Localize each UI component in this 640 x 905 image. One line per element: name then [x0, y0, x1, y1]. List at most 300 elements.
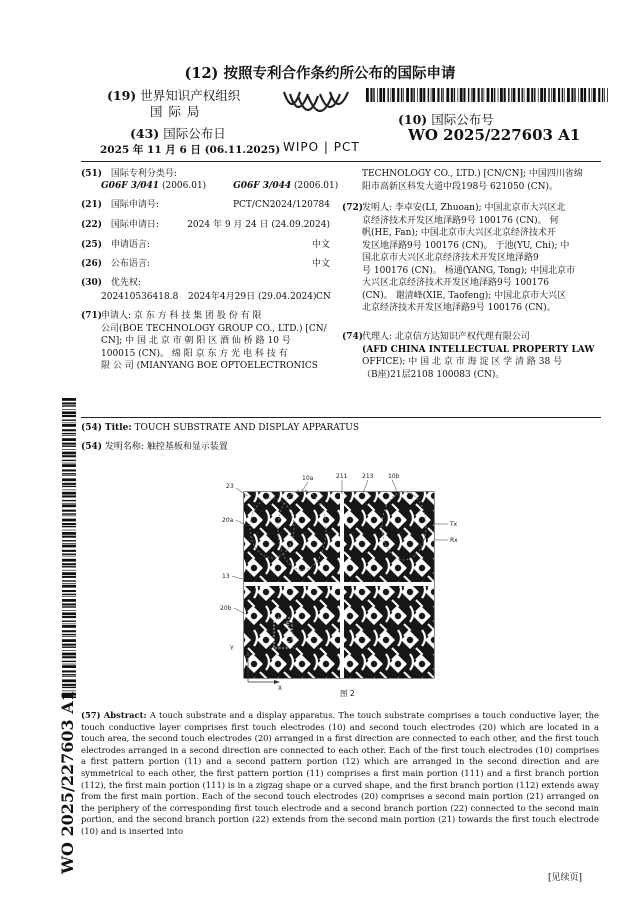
label-211: 211: [336, 473, 348, 480]
barcode-bar: [62, 503, 76, 504]
pattern-dot: [359, 541, 365, 547]
pattern-branch: [230, 678, 233, 694]
pub-date-label: 国际公布日: [163, 126, 226, 141]
class-2-year: (2006.01): [294, 181, 339, 191]
inventor-line-1: 发明人: 李卓安(LI, Zhuoan); 中国北京市大兴区北: [362, 203, 566, 213]
pattern-dot: [275, 661, 281, 667]
pattern-dot: [359, 637, 365, 643]
barcode-bar: [62, 580, 76, 581]
pattern-dot: [395, 613, 401, 619]
pattern-zigzag: [440, 552, 446, 564]
pattern-dot: [287, 685, 293, 691]
label-23: 23: [226, 483, 234, 490]
pattern-dot: [251, 613, 257, 619]
pattern-dot: [347, 517, 353, 523]
barcode-bar: [392, 88, 395, 102]
field-30: [81, 277, 141, 290]
barcode-bar: [534, 88, 535, 102]
pattern-zigzag: [368, 696, 374, 698]
inventor-line-4: 发区地泽路9号 100176 (CN)。 于池(YU, Chi); 中: [362, 240, 570, 251]
pattern-diamond: [377, 679, 395, 697]
pattern-dot: [263, 589, 269, 595]
field-25: [81, 239, 150, 252]
pattern-zigzag: [440, 648, 446, 660]
pattern-dot: [299, 613, 305, 619]
barcode-bar: [62, 519, 76, 522]
label-y: Y: [230, 645, 234, 652]
barcode-bar: [540, 88, 543, 102]
barcode-bar: [370, 88, 372, 102]
inventor-line-3: 帆(HE, Fan); 中国北京市大兴区北京经济技术开: [362, 228, 556, 238]
barcode-bar: [574, 88, 575, 102]
barcode-bar: [62, 523, 76, 525]
pattern-branch: [302, 678, 305, 694]
barcode-bar: [62, 443, 76, 445]
pattern-dot: [431, 541, 437, 547]
barcode-bar: [62, 446, 76, 447]
barcode-bar: [62, 596, 76, 597]
class-1: G06F 3/041: [101, 181, 160, 191]
barcode-bar: [62, 500, 76, 501]
barcode-bar: [366, 88, 369, 102]
pattern-zigzag: [440, 600, 446, 612]
pattern-dot: [347, 613, 353, 619]
pattern-dot: [323, 613, 329, 619]
field-51: [81, 168, 341, 181]
barcode-bar: [62, 415, 76, 417]
applicant-line-7: 阳市高新区科发大道中段198号 621050 (CN)。: [362, 181, 559, 192]
pattern-dot: [395, 517, 401, 523]
barcode-bar: [428, 88, 429, 102]
label-213: 213: [362, 473, 374, 480]
pattern-dot: [371, 517, 377, 523]
pattern-dot: [419, 517, 425, 523]
barcode-bar: [62, 438, 76, 441]
barcode-bar: [62, 402, 76, 404]
barcode-bar: [592, 88, 593, 102]
barcode-bar: [417, 88, 418, 102]
barcode-bar: [478, 88, 480, 102]
field-51-classes: [101, 180, 338, 193]
barcode-bar: [62, 679, 76, 682]
field-25-value: 中文: [311, 240, 330, 250]
abstract: [81, 710, 599, 838]
barcode-bar: [471, 88, 472, 102]
pattern-dot: [419, 661, 425, 667]
barcode-bar: [548, 88, 549, 102]
barcode-bar: [403, 88, 404, 102]
barcode-bar: [62, 411, 76, 414]
barcode-bar: [391, 88, 392, 102]
pattern-dot: [311, 589, 317, 595]
pattern-branch: [230, 534, 233, 550]
barcode-bar: [401, 88, 402, 102]
continued-note: [见续页]: [548, 873, 583, 883]
barcode-bar: [62, 435, 76, 436]
pattern-zigzag: [440, 696, 446, 698]
label-10b: 10b: [388, 473, 400, 480]
barcode-bar: [62, 630, 76, 632]
pattern-dot: [239, 685, 245, 691]
barcode-bar: [62, 664, 76, 665]
field-26: [81, 258, 150, 271]
figure-caption: 图 2: [340, 689, 355, 698]
barcode-bar: [524, 88, 525, 102]
barcode-bar: [463, 88, 465, 102]
pattern-dot: [251, 661, 257, 667]
field-71-applicants: [101, 310, 333, 373]
barcode-bar: [62, 513, 76, 514]
barcode-bar: [62, 687, 76, 688]
barcode-bar: [62, 599, 76, 602]
barcode-bar: [500, 88, 503, 102]
applicant-line-4: 100015 (CN)。 绵 阳 京 东 方 光 电 科 技 有: [101, 348, 288, 359]
barcode-bar: [411, 88, 413, 102]
barcode-bar: [62, 452, 76, 455]
pattern-dot: [347, 565, 353, 571]
barcode-bar: [62, 475, 76, 476]
barcode-bar: [62, 612, 76, 615]
field-21: [81, 199, 159, 212]
barcode-bar: [62, 460, 76, 461]
title-rule: [81, 417, 601, 418]
barcode-bar: [62, 676, 76, 677]
class-2: G06F 3/044: [233, 181, 292, 191]
barcode-bar: [62, 486, 76, 487]
pattern-branch: [254, 678, 257, 694]
barcode-bar: [62, 424, 76, 427]
pattern-dot: [395, 565, 401, 571]
title-en: [81, 422, 359, 435]
label-e-top: E: [286, 621, 290, 628]
barcode-bar: [62, 670, 76, 672]
pattern-diamond: [437, 655, 455, 673]
barcode-bar: [62, 656, 76, 658]
pattern-dot: [251, 517, 257, 523]
pattern-zigzag: [452, 672, 458, 684]
inventor-line-7: 大兴区北京经济技术开发区地泽路9号 100176: [362, 278, 549, 288]
pattern-dot: [371, 661, 377, 667]
wipo-logo-icon: [278, 88, 358, 140]
barcode-bar: [62, 478, 76, 481]
barcode-bar: [423, 88, 425, 102]
barcode-bar: [62, 550, 76, 552]
barcode-bar: [578, 88, 579, 102]
field-22-code: (22): [81, 220, 103, 230]
barcode-bar: [62, 455, 76, 457]
pattern-zigzag: [392, 696, 398, 698]
barcode-bar: [62, 464, 76, 467]
barcode-bar: [584, 88, 586, 102]
pattern-dot: [407, 637, 413, 643]
field-30-label: 优先权:: [110, 278, 141, 288]
org-name: 世界知识产权组织: [140, 88, 241, 103]
pattern-branch: [230, 582, 233, 598]
barcode-bar: [551, 88, 552, 102]
agent-line-3: OFFICE); 中 国 北 京 市 海 淀 区 学 清 路 38 号: [362, 357, 563, 367]
applicant-line-1: 申请人: 京 东 方 科 技 集 团 股 份 有 限: [101, 311, 262, 321]
pattern-zigzag: [296, 696, 302, 698]
barcode-bar: [62, 585, 76, 588]
pattern-dot: [275, 565, 281, 571]
pattern-dot: [431, 685, 437, 691]
pattern-dot: [383, 493, 389, 499]
barcode-bar: [62, 634, 76, 635]
pattern-dot: [311, 637, 317, 643]
barcode-bar: [62, 665, 76, 668]
pattern-dot: [371, 565, 377, 571]
inventor-line-9: 北京经济技术开发区地泽路9号 100176 (CN)。: [362, 303, 556, 313]
inventor-line-8: (CN)。 谢清峰(XIE, Taofeng); 中国北京市大兴区: [362, 290, 567, 301]
barcode-bar: [522, 88, 523, 102]
applicant-line-2: 公司(BOE TECHNOLOGY GROUP CO., LTD.) [CN/: [101, 323, 327, 334]
pattern-dot: [419, 565, 425, 571]
barcode-bar: [373, 88, 374, 102]
barcode-bar: [508, 88, 509, 102]
label-e-bottom: E: [286, 641, 290, 648]
barcode-bar: [62, 504, 76, 507]
barcode-bar: [598, 88, 600, 102]
pattern-dot: [299, 517, 305, 523]
barcode-bar: [62, 540, 76, 541]
field-74-code: (74): [342, 332, 364, 342]
field-72-inventors: [362, 202, 602, 315]
org-code: (19): [107, 88, 137, 103]
barcode-bar: [589, 88, 590, 102]
pattern-dot: [359, 589, 365, 595]
agent-line-1: 代理人: 北京信方达知识产权代理有限公司: [362, 332, 530, 342]
field-22-label: 国际申请日:: [110, 220, 159, 230]
abstract-code: (57): [81, 710, 101, 720]
barcode-bar: [491, 88, 493, 102]
pattern-dot: [299, 661, 305, 667]
inventor-line-5: 国北京市大兴区北京经济技术开发区地泽路9: [362, 253, 539, 263]
barcode-bar: [62, 594, 76, 595]
barcode-bar: [571, 88, 573, 102]
pattern-dot: [383, 589, 389, 595]
barcode-bar: [62, 625, 76, 628]
barcode-bar: [62, 636, 76, 637]
title-zh-label: 发明名称:: [104, 442, 144, 452]
barcode-bar: [383, 88, 385, 102]
field-26-value: 中文: [311, 259, 330, 269]
barcode-bar: [62, 590, 76, 592]
barcode-bar: [62, 576, 76, 578]
barcode-bar: [458, 88, 459, 102]
barcode-bar: [472, 88, 475, 102]
pattern-zigzag: [452, 624, 458, 636]
barcode-bar: [437, 88, 439, 102]
barcode-bar: [460, 88, 463, 102]
label-10a: 10a: [302, 475, 314, 482]
pattern-zigzag: [452, 576, 458, 588]
pub-number: WO 2025/227603 A1: [408, 126, 581, 144]
barcode-bar: [62, 563, 76, 565]
barcode-bar: [604, 88, 605, 102]
field-22-value: 2024 年 9 月 24 日 (24.09.2024): [187, 220, 330, 230]
pub-date: 2025 年 11 月 6 日 (06.11.2025): [100, 144, 281, 156]
pattern-dot: [407, 493, 413, 499]
class-1-year: (2006.01): [161, 181, 207, 191]
field-21-label: 国际申请号:: [110, 200, 159, 210]
barcode-bar: [62, 556, 76, 557]
pattern-dot: [311, 685, 317, 691]
barcode-bar: [62, 398, 76, 401]
barcode-bar: [487, 88, 490, 102]
pattern-dot: [239, 589, 245, 595]
barcode-bar: [544, 88, 546, 102]
field-30-code: (30): [81, 278, 103, 288]
barcode-bar: [62, 616, 76, 618]
barcode-bar: [481, 88, 482, 102]
barcode-bar: [62, 661, 76, 662]
barcode-bar: [420, 88, 423, 102]
barcode-bar: [388, 88, 389, 102]
pattern-dot: [443, 613, 449, 619]
barcode-bar: [62, 526, 76, 527]
barcode-bar: [62, 559, 76, 562]
barcode-bar: [62, 606, 76, 607]
pattern-dot: [419, 613, 425, 619]
field-25-code: (25): [81, 240, 103, 250]
side-barcode-icon: [62, 398, 76, 698]
barcode-bar: [518, 88, 520, 102]
field-21-value: PCT/CN2024/120784: [232, 200, 330, 210]
pattern-dot: [299, 565, 305, 571]
barcode-bar: [446, 88, 449, 102]
barcode-bar: [498, 88, 499, 102]
barcode-bar: [62, 684, 76, 686]
label-20b: 20b: [220, 605, 232, 612]
field-72-code: (72): [342, 203, 364, 213]
barcode-bar: [414, 88, 415, 102]
field-51-code: (51): [81, 169, 103, 179]
pattern-branch: [326, 678, 329, 694]
barcode-bar: [406, 88, 409, 102]
barcode-bar: [62, 566, 76, 567]
priority-number: 202410536418.8: [101, 292, 179, 302]
pub-no-label: 国际公布号: [431, 112, 494, 127]
barcode-bar: [443, 88, 444, 102]
title-zh: [81, 441, 228, 454]
pattern-branch: [422, 678, 425, 694]
barcode-bar: [454, 88, 455, 102]
pub-date-line: [130, 124, 226, 142]
barcode-bar: [504, 88, 506, 102]
barcode-bar: [553, 88, 556, 102]
title-zh-value: 触控基板和显示装置: [146, 442, 228, 452]
pattern-zigzag: [440, 504, 446, 516]
barcode-bar: [379, 88, 382, 102]
barcode-bar: [62, 674, 76, 675]
pattern-dot: [383, 685, 389, 691]
barcode-bar: [62, 653, 76, 656]
pattern-dot: [407, 685, 413, 691]
barcode-bar: [62, 473, 76, 474]
field-26-code: (26): [81, 259, 103, 269]
field-25-label: 申请语言:: [110, 240, 150, 250]
pattern-dot: [359, 685, 365, 691]
applicant-line-6: TECHNOLOGY CO., LTD.) [CN/CN]; 中国四川省绵: [362, 169, 583, 179]
pattern-dot: [443, 565, 449, 571]
pattern-dot: [407, 589, 413, 595]
pattern-dot: [371, 613, 377, 619]
pattern-branch: [398, 678, 401, 694]
pattern-branch: [374, 678, 377, 694]
barcode-bar: [397, 88, 399, 102]
barcode-bar: [531, 88, 533, 102]
barcode-bar: [62, 545, 76, 548]
side-publication-number: WO 2025/227603 A1: [58, 690, 77, 874]
pattern-zigzag: [320, 696, 326, 698]
pattern-dot: [239, 541, 245, 547]
barcode-bar: [580, 88, 583, 102]
barcode-bar: [62, 492, 76, 495]
barcode-bar: [538, 88, 539, 102]
pattern-dot: [311, 541, 317, 547]
pattern-branch: [230, 630, 233, 646]
barcode-bar: [607, 88, 608, 102]
barcode-bar: [562, 88, 563, 102]
barcode-bar: [377, 88, 378, 102]
barcode-bar: [62, 530, 76, 531]
barcode-bar: [62, 433, 76, 434]
label-rx: Rx: [450, 537, 458, 544]
header-rule: [81, 161, 601, 162]
barcode-bar: [441, 88, 442, 102]
pattern-dot: [431, 637, 437, 643]
field-21-code: (21): [81, 200, 103, 210]
x-axis-arrow-icon: [274, 680, 280, 684]
pattern-diamond: [425, 679, 443, 697]
barcode-bar: [62, 495, 76, 497]
barcode-bar: [62, 650, 76, 651]
pattern-zigzag: [272, 696, 278, 698]
pattern-diamond: [353, 679, 371, 697]
barcode-bar: [62, 516, 76, 517]
field-71-continued: [362, 168, 602, 193]
abstract-label: Abstract:: [103, 710, 147, 720]
field-26-label: 公布语言:: [110, 259, 150, 269]
pattern-zigzag: [416, 696, 422, 698]
pattern-dot: [287, 589, 293, 595]
barcode-bar: [62, 423, 76, 424]
pattern-dot: [263, 637, 269, 643]
label-20a: 20a: [222, 517, 234, 524]
pattern-dot: [263, 685, 269, 691]
barcode-bar: [558, 88, 560, 102]
pattern-diamond: [281, 679, 299, 697]
barcode-bar: [62, 405, 76, 406]
barcode-bar: [62, 583, 76, 584]
applicant-line-3: CN]; 中 国 北 京 市 朝 阳 区 酒 仙 桥 路 10 号: [101, 336, 291, 346]
barcode-bar: [62, 621, 76, 622]
barcode-bar: [62, 483, 76, 485]
agent-line-4: （B座)21层2108 100083 (CN)。: [362, 369, 505, 380]
field-51-label: 国际专利分类号:: [110, 169, 177, 179]
barcode-bar: [451, 88, 453, 102]
barcode-bar: [484, 88, 485, 102]
label-13: 13: [222, 573, 230, 580]
pattern-diamond: [305, 679, 323, 697]
barcode-bar: [62, 463, 76, 464]
pattern-dot: [239, 637, 245, 643]
pattern-dot: [443, 661, 449, 667]
pattern-diamond: [401, 679, 419, 697]
barcode-bar: [432, 88, 435, 102]
barcode-bar: [567, 88, 570, 102]
barcode-bar: [527, 88, 530, 102]
